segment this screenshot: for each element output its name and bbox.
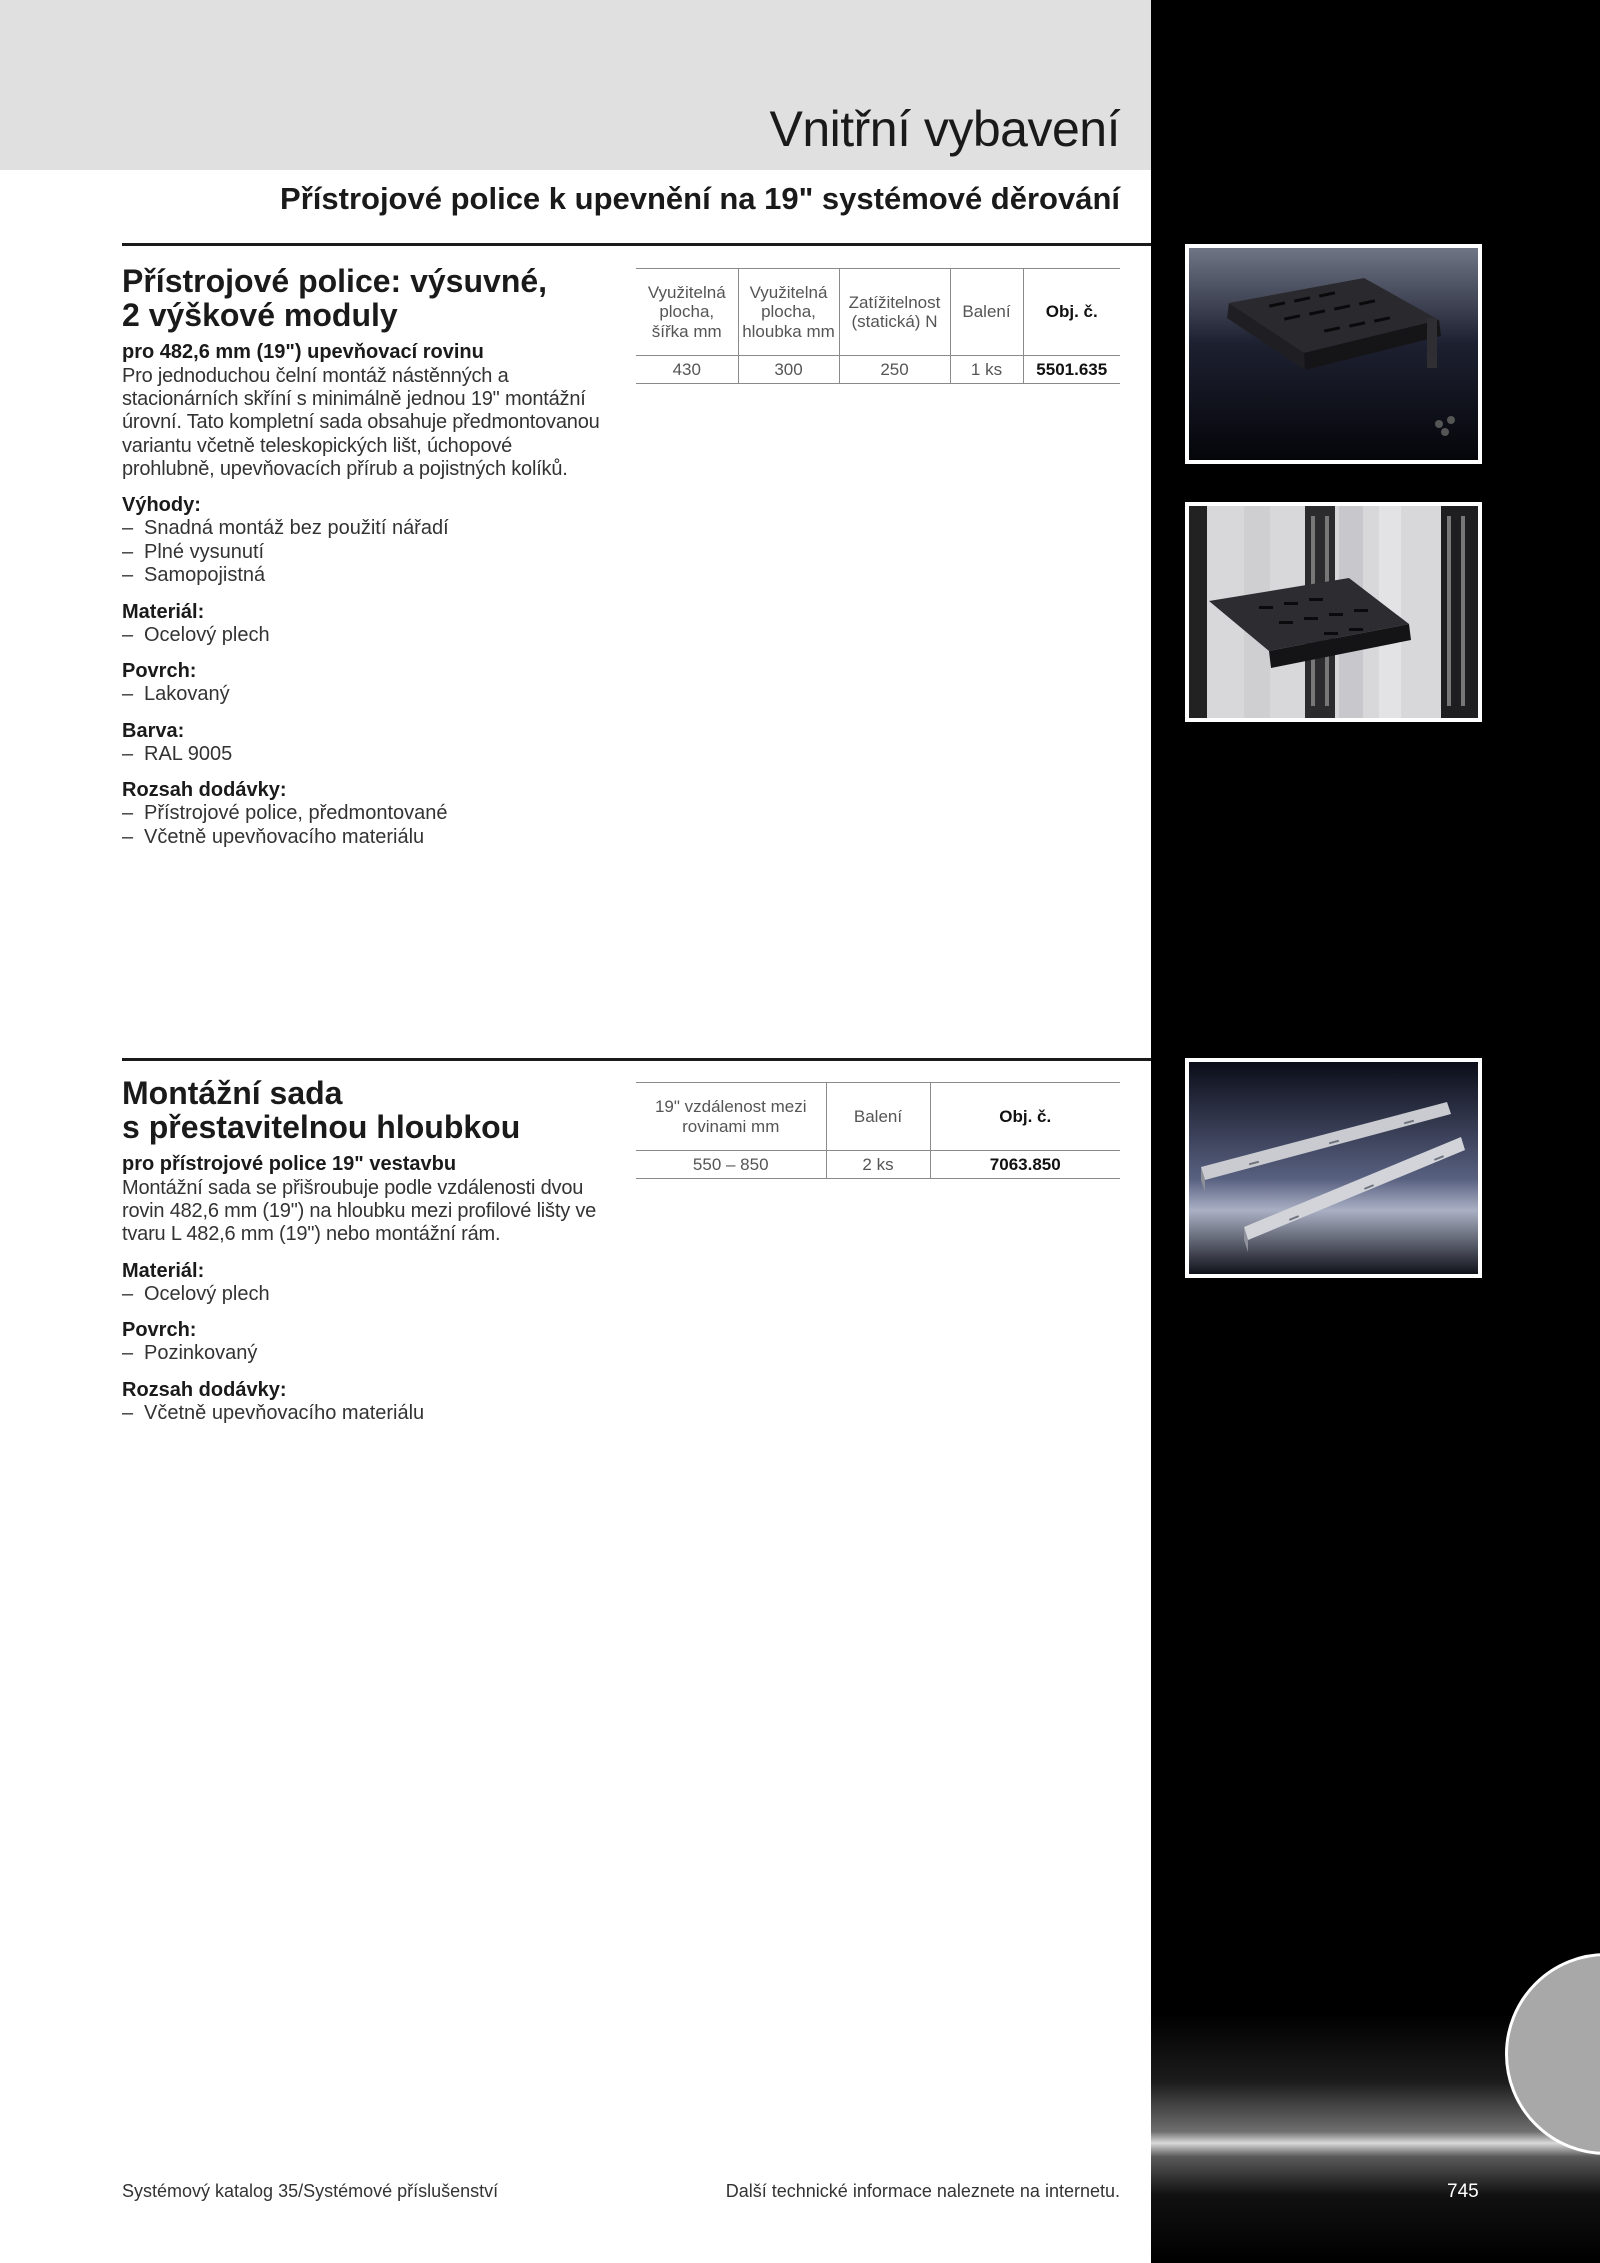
section-subtitle: pro 482,6 mm (19") upevňovací rovinu	[122, 341, 484, 363]
advantages-list	[122, 517, 607, 588]
section-title-line2: s přestavitelnou hloubkou	[122, 1109, 521, 1145]
color-block	[122, 719, 607, 767]
section-subtitle: pro přístrojové police 19" vestavbu	[122, 1153, 457, 1175]
table-cell: 1 ks	[950, 356, 1023, 384]
table-header: Zatížitelnost (statická) N	[839, 269, 950, 356]
footer-info: Další technické informace naleznete na internetu.	[725, 2181, 1120, 2201]
table-header: Obj. č.	[1023, 269, 1120, 356]
list-item: – RAL 9005	[122, 742, 233, 765]
order-number: 7063.850	[930, 1151, 1120, 1179]
material-block	[122, 1259, 607, 1307]
advantages-block	[122, 493, 607, 588]
section-description: Pro jednoduchou čelní montáž nástěnných a stacionárních skříní s minimálně jednou 19" montážní úrovní. Tato kompletní sada obsahuje předmontovanou variantu včetně teleskopických lišt, úchopové prohlubně, upevňovacích přírub a pojistných kolíků.	[122, 365, 600, 480]
section-title-line1: Montážní sada	[122, 1075, 343, 1111]
section-shelves	[122, 264, 607, 849]
table-row	[636, 356, 1120, 384]
spec-table-shelves	[636, 268, 1120, 384]
table-cell: 300	[738, 356, 839, 384]
list-item: – Včetně upevňovacího materiálu	[122, 825, 425, 848]
surface-block	[122, 1318, 607, 1366]
list-item: – Včetně upevňovacího materiálu	[122, 1401, 425, 1424]
list-item: – Ocelový plech	[122, 623, 270, 646]
delivery-block	[122, 1378, 607, 1426]
table-row	[636, 1151, 1120, 1179]
delivery-block	[122, 778, 607, 849]
delivery-label: Rozsah dodávky:	[122, 779, 287, 802]
product-photo-shelf-installed	[1185, 502, 1482, 722]
table-cell: 550 – 850	[636, 1151, 826, 1179]
product-photo-shelf	[1185, 244, 1482, 464]
table-cell: 250	[839, 356, 950, 384]
list-item: – Plné vysunutí	[122, 540, 265, 563]
section-title	[122, 264, 607, 332]
list-item: – Snadná montáž bez použití nářadí	[122, 517, 449, 540]
material-block	[122, 600, 607, 648]
section-divider	[122, 243, 1151, 246]
table-header: Využitelná plocha, hloubka mm	[738, 269, 839, 356]
section-title-line1: Přístrojové police: výsuvné,	[122, 263, 548, 299]
section-mounting-kit	[122, 1076, 607, 1425]
chapter-title: Vnitřní vybavení	[769, 101, 1120, 157]
section-divider	[122, 1058, 1151, 1061]
page-number: 745	[1447, 2181, 1479, 2202]
list-item: – Samopojistná	[122, 564, 266, 587]
section-title-line2: 2 výškové moduly	[122, 297, 398, 333]
table-header: Obj. č.	[930, 1083, 1120, 1151]
product-photo-rails	[1185, 1058, 1482, 1278]
material-label: Materiál:	[122, 1259, 205, 1282]
table-cell: 2 ks	[826, 1151, 930, 1179]
advantages-label: Výhody:	[122, 494, 201, 517]
surface-block	[122, 659, 607, 707]
color-label: Barva:	[122, 719, 185, 742]
footer-catalog: Systémový katalog 35/Systémové příslušenství	[122, 2181, 499, 2201]
material-label: Materiál:	[122, 600, 205, 623]
list-item: – Pozinkovaný	[122, 1342, 258, 1365]
section-title	[122, 1076, 607, 1144]
list-item: – Lakovaný	[122, 683, 230, 706]
section-description: Montážní sada se přišroubuje podle vzdálenosti dvou rovin 482,6 mm (19") na hloubku mezi profilové lišty ve tvaru L 482,6 mm (19") nebo montážní rám.	[122, 1177, 597, 1246]
table-header: Balení	[950, 269, 1023, 356]
surface-label: Povrch:	[122, 1319, 197, 1342]
list-item: – Ocelový plech	[122, 1282, 270, 1305]
list-item: – Přístrojové police, předmontované	[122, 802, 448, 825]
table-header: Využitelná plocha, šířka mm	[636, 269, 738, 356]
order-number: 5501.635	[1023, 356, 1120, 384]
spec-table-mounting-kit	[636, 1082, 1120, 1179]
delivery-label: Rozsah dodávky:	[122, 1378, 287, 1401]
page-subtitle: Přístrojové police k upevnění na 19" systémové děrování	[280, 181, 1120, 216]
table-header: 19" vzdálenost mezi rovinami mm	[636, 1083, 826, 1151]
table-header: Balení	[826, 1083, 930, 1151]
table-cell: 430	[636, 356, 738, 384]
surface-label: Povrch:	[122, 660, 197, 683]
